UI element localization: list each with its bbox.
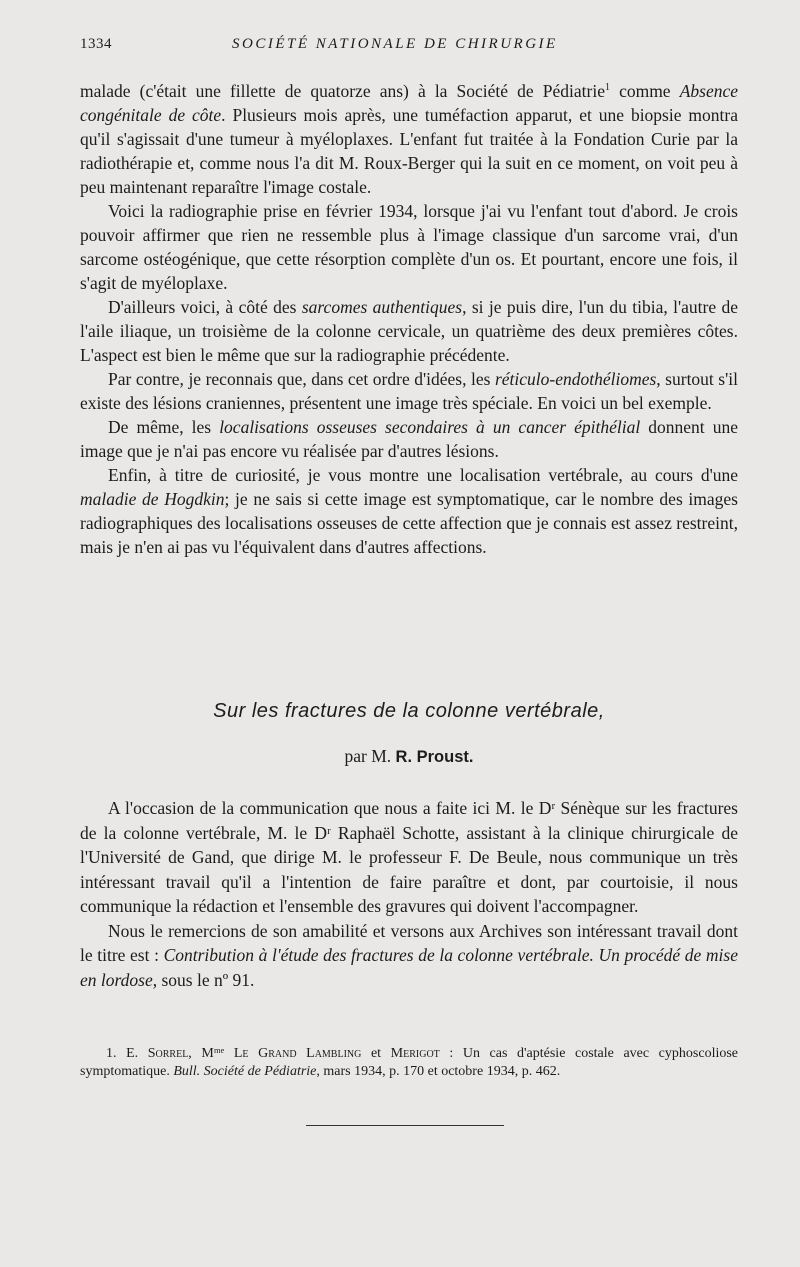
- paragraph: [80, 367, 738, 415]
- text-run: , mars 1934, p. 170 et octobre 1934, p. 462.: [316, 1064, 561, 1079]
- text-run: ; je ne sais si cette image est symptomatique, car le nombre des images radiographiques des localisations osseuses de cette affection que je connais est assez restreint, mais je n'en ai pas vu l'équivalent dans d'autres affections.: [80, 488, 738, 557]
- text-run: Enfin, à titre de curiosité, je vous montre une localisation vertébrale, au cours d'une: [108, 464, 738, 485]
- journal-title: SOCIÉTÉ NATIONALE DE CHIRURGIE: [232, 36, 558, 52]
- byline: [80, 746, 738, 767]
- byline-prefix: par M.: [344, 746, 396, 766]
- footnote-ref: 1: [604, 82, 610, 93]
- italic-text: sarcomes authentiques: [301, 296, 463, 317]
- paragraph: A l'occasion de la communication que nous a faite ici M. le Dʳ Sénèque sur les fractures de la colonne vertébrale, M. le Dʳ Raphaël Schotte, assistant à la clinique chirurgicale de l'Université de Gand, que dirige M. le professeur F. De Beule, nous communique un très intéressant travail qu'il a l'intention de faire paraître et dont, par courtoisie, il nous communique la rédaction et l'ensemble des gravures qui doivent l'accompagner.: [80, 798, 738, 916]
- text-run: , sous le nº 91.: [152, 969, 255, 990]
- text-run: , surtout s'il existe des lésions craniennes, présentent une image très spéciale. En voici un bel exemple.: [80, 368, 738, 413]
- text-run: : Un cas d'aptésie costale avec cyphoscoliose symptomatique.: [80, 1046, 739, 1079]
- discussion-text: [80, 76, 738, 559]
- article-text: [80, 796, 738, 992]
- running-head: [80, 36, 737, 58]
- article-title: Sur les fractures de la colonne vertébrale,: [213, 700, 605, 722]
- text-run: De même, les: [108, 416, 220, 437]
- text-run: Nous le remercions de son amabilité et versons aux Archives son intéressant travail dont le titre est :: [80, 920, 738, 965]
- text-run: Par contre, je reconnais que, dans cet ordre d'idées, les: [108, 368, 495, 389]
- text-run: donnent une image que je n'ai pas encore vu réalisée par d'autres lésions.: [80, 416, 738, 461]
- paragraph: Voici la radiographie prise en février 1934, lorsque j'ai vu l'enfant tout d'abord. Je crois pouvoir affirmer que rien ne ressemble plus à l'image classique d'un sarcome vrai, d'un sarcome ostéogénique, que cette résorption complète d'un os. Et pourtant, encore une fois, il s'agit de myéloplaxe.: [80, 200, 738, 293]
- footnote-number: 1.: [106, 1046, 117, 1061]
- text-run: , si je puis dire, l'un du tibia, l'autre de l'aile iliaque, un troisième de la colonne cervicale, un quatrième des deux premières côtes. L'aspect est bien le même que sur la radiographie précédente.: [80, 296, 738, 365]
- italic-text: maladie de Hogdkin: [80, 488, 225, 509]
- footer-rule: [306, 1125, 504, 1126]
- paragraph: [80, 415, 738, 463]
- paragraph: [80, 463, 738, 559]
- footnote-author: Merigot: [390, 1046, 440, 1061]
- text-run: malade (c'était une fillette de quatorze ans) à la Société de Pédiatrie: [80, 80, 605, 101]
- page-number: 1334: [80, 36, 112, 52]
- paragraph: [80, 295, 738, 367]
- text-run: . Plusieurs mois après, une tuméfaction apparut, et une biopsie montra qu'il s'agissait d'une tumeur à myéloplaxes. L'enfant fut traitée à la Fondation Curie par la radiothérapie et, comme nous l'a dit M. Roux-Berger qui la suit en ce moment, on voit peu à peu maintenant reparaître l'image costale.: [80, 104, 738, 197]
- footnote-journal: Bull. Société de Pédiatrie: [173, 1064, 317, 1079]
- italic-text: Contribution à l'étude des fractures de la colonne vertébrale. Un procédé de mise en lordose: [80, 945, 738, 990]
- text-run: D'ailleurs voici, à côté des: [108, 296, 302, 317]
- author-name: R. Proust.: [395, 748, 474, 766]
- text-run: comme: [609, 80, 680, 101]
- text-run: et: [361, 1046, 391, 1061]
- footnote-authors: E. Sorrel, Mᵐᵉ Le Grand Lambling: [126, 1046, 362, 1061]
- italic-text: localisations osseuses secondaires à un cancer épithélial: [219, 416, 641, 437]
- footnote: [80, 1045, 738, 1081]
- paragraph: [80, 76, 738, 199]
- italic-text: réticulo-endothéliomes: [494, 368, 657, 389]
- paragraph: [80, 919, 738, 993]
- italic-text: Absence congénitale de côte: [80, 80, 738, 125]
